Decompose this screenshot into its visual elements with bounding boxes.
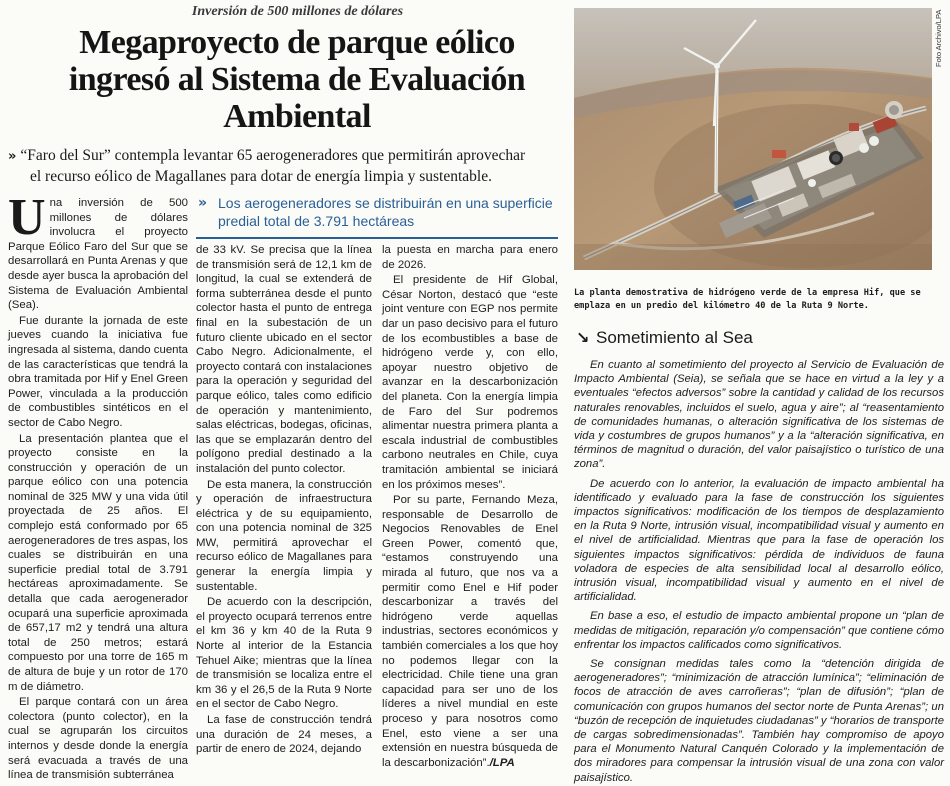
article-column-1 (8, 189, 188, 784)
subhead-line-1: “Faro del Sur” contempla levantar 65 aerogeneradores que permitirán aprovechar (20, 147, 526, 164)
paragraph: Se consignan medidas tales como la “detención dirigida de aerogeneradores”; “minimización de atracción lumínica”; “eliminación de focos de atracción de aves carroñeras”; “plan de difusión”; “plan de comunicación con grupos humanos del sector norte de Punta Arenas”; un “buzón de recepción de inquietudes ciudadanas” y “horarios de transporte de cargas sobredimensionadas”. También hay compromiso de apoyo para el Monumento Natural Canquén Colorado y la implementación de dos miradores para compensar la intrusión visual de una zona con valor paisajístico. (574, 658, 944, 784)
paragraph: En cuanto al sometimiento del proyecto al Servicio de Evaluación de Impacto Ambiental (Seia), se señala que se hace en virtud a la ley y a eventuales “efectos adversos” sobre la cantidad y calidad de los recursos naturales renovables, incluidos el suelo, agua y aire”; al “reasentamiento de comunidades humanas, o alteración significativa de los sistemas de vida y costumbres de grupos humanos” y a la “alteración significativa, en términos de magnitud o duración, del valor paisajístico o turístico de una zona”. (574, 359, 944, 471)
paragraph: La presentación plantea que el proyecto consiste en la construcción y operación de un parque eólico con una potencia nominal de 325 MW y una vida útil proyectada de 25 años. El complejo está conformado por 65 aerogeneradores de tres aspas, los cuales se distribuirán en una superficie predial total de 3.791 hectáreas aproximadamente. Se detalla que cada aerogenerador ocupará una superficie aproximada de 657,17 m2 y tendrá una altura total de 250 metros; estará compuesto por una torre de 165 m de altura de buje y un rotor de 170 m de diámetro. (8, 432, 188, 693)
photo-caption: La planta demostrativa de hidrógeno verde de la empresa Hif, que se emplaza en un predio del kilómetro 40 de la Ruta 9 Norte. (574, 288, 921, 311)
paragraph: La fase de construcción tendrá una duración de 24 meses, a partir de enero de 2024, dejando (196, 714, 372, 756)
double-chevron-icon: » (8, 149, 17, 164)
article-column-3 (382, 243, 558, 771)
headline: Megaproyecto de parque eólico ingresó al Sistema de Evaluación Ambiental (68, 24, 526, 135)
dropcap: U (8, 189, 46, 246)
section-title: Sometimiento al Sea (596, 328, 753, 347)
photo-credit: Foto Archivo/LPA (934, 10, 943, 68)
paragraph: De esta manera, la construcción y operación de infraestructura eléctrica y de su equipamiento, con una potencia nominal de 325 MW, permitirá aprovechar el recurso eólico de Magallanes para generar la energía limpia y sustentable. (196, 478, 372, 593)
article-photo (574, 8, 932, 270)
paragraph: Por su parte, Fernando Meza, responsable de Desarrollo de Negocios Renovables de Enel Green Power, comentó que, “estamos construyendo una mirada al futuro, que nos va a permitir como Enel e Hif poder descarbonizar a través del hidrógeno verde aquellas industrias, sectores económicos y también comerciales a los que hoy no podemos llegar con la electricidad. Chile tiene una gran capacidad para ser uno de los líderes a nivel mundial en este proceso y para nosotros como Enel, esto viene a ser una extensión en nuestra búsqueda de la descarbonización”./LPA (382, 494, 558, 769)
paragraph: En base a eso, el estudio de impacto ambiental propone un “plan de medidas de mitigación, reparación y/o compensación” que contiene cómo enfrentar los impactos calificados como significativos. (574, 610, 944, 651)
paragraph: de 33 kV. Se precisa que la línea de transmisión será de 12,1 km de longitud, la cual se extenderá de forma subterránea desde el punto colector hasta el punto de entrega final en la subestación de un futuro cliente ubicado en el sector Cabo Negro. Adicionalmente, el proyecto contará con instalaciones para la operación y seguridad del parque eólico, tales como edificio de operación y mantenimiento, salas eléctricas, bodegas, oficinas, las que se emplazarán dentro del polígono predial destinado a la instalación del punto colector. (196, 244, 373, 475)
section-heading (574, 327, 944, 353)
pull-quote-text: Los aerogeneradores se distribuirán en una superficie predial total de 3.791 hectáreas (218, 195, 553, 229)
paragraph: la puesta en marcha para enero de 2026. (382, 244, 558, 271)
subhead (8, 146, 563, 187)
pull-quote (196, 195, 558, 239)
kicker: Inversión de 500 millones de dólares (191, 4, 404, 19)
double-chevron-icon: » (198, 195, 208, 211)
paragraph: De acuerdo con la descripción, el proyecto ocupará terrenos entre el km 36 y km 40 de la Ruta 9 Norte al interior de la Estancia Tehuel Aike; mientras que la línea de transmisión se localiza entre el km 36 y el 26,5 de la Ruta 9 Norte en el sector de Cabo Negro. (196, 596, 372, 711)
article-column-2 (196, 243, 372, 758)
signoff: /LPA (489, 756, 515, 769)
hydrogen-plant-aerial-image (574, 8, 932, 270)
paragraph: El presidente de Hif Global, César Norton, destacó que “este joint venture con EGP nos permite dar un paso decisivo para el futuro de los ecombustibles a base de hidrógeno verde y, con ello, apoyar nuestro objetivo de avanzar en la descarbonización del planeta. Con la energía limpia de Faro del Sur podremos alimentar nuestra primera planta a escala industrial de combustibles carbono neutrales en Chile, cuya tramitación ambiental se iniciará en los próximos meses”. (382, 274, 558, 491)
arrow-down-right-icon: ↘ (576, 328, 590, 347)
paragraph: De acuerdo con lo anterior, la evaluación de impacto ambiental ha identificado y evaluado para la fase de construcción los siguientes impactos significativos: modificación de los tiempos de desplazamiento en la Ruta 9 Norte, intrusión visual, incompatibilidad visual y aumento en el nivel de artificialidad. Mientras que para la fase de operación los siguientes impactos significativos: pérdida de individuos de fauna voladora de especies de alta sensibilidad local al desarrollo eólico, intrusión visual, incompatibilidad visual y aumento en el nivel de artificialidad. (574, 477, 944, 604)
paragraph: El parque contará con un área colectora (punto colector), en la cual se agruparán los circuitos internos y desde donde la energía será evacuada a través de una línea de transmisión subterránea (8, 696, 188, 782)
paragraph: Una inversión de 500 millones de dólares involucra el proyecto Parque Eólico Faro del Sur que se desarrollará en Punta Arenas y que desde ayer busca la aprobación del Sistema de Evaluación Ambiental (Sea). (8, 189, 188, 312)
subhead-line-2: el recurso eólico de Magallanes para dotar de energía limpia y sustentable. (30, 168, 492, 185)
section-column (574, 358, 944, 786)
paragraph: Fue durante la jornada de este jueves cuando la iniciativa fue ingresada al sistema, dando cuenta de las características que tendrá la obra tramitada por Hif y Enel Green Power, vinculada a la producción de combustibles sintéticos en el sector de Cabo Negro. (8, 314, 188, 429)
